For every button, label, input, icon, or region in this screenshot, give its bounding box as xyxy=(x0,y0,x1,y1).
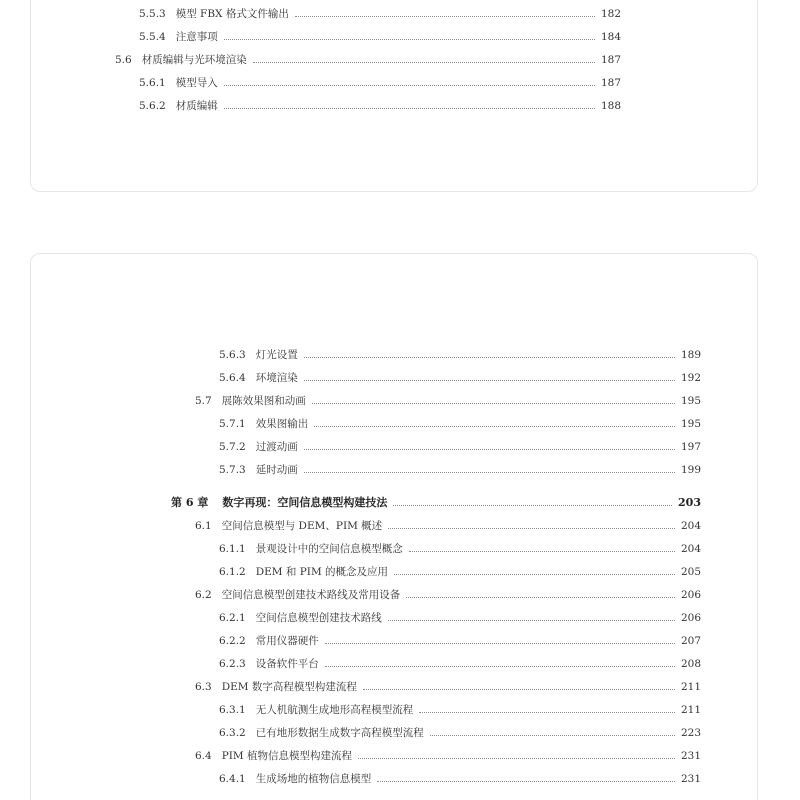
toc-entry-number: 6.3.1 xyxy=(219,704,246,716)
toc-entry-page-number: 206 xyxy=(680,612,701,624)
toc-entry[interactable] xyxy=(195,392,701,408)
toc-entry[interactable] xyxy=(219,415,701,431)
toc-entry[interactable] xyxy=(115,51,621,67)
toc-entry-title: 过渡动画 xyxy=(255,441,298,453)
toc-dot-leader xyxy=(325,666,675,667)
toc-entry[interactable] xyxy=(195,586,701,602)
toc-entry-page-number: 192 xyxy=(680,372,701,384)
toc-entry-title: 效果图输出 xyxy=(255,418,309,430)
toc-entry[interactable] xyxy=(219,369,701,385)
toc-entry-number: 6.4.1 xyxy=(219,773,246,785)
toc-dot-leader xyxy=(253,62,595,63)
toc-entry-page-number: 207 xyxy=(680,635,701,647)
toc-entry-title: 数字再现：空间信息模型构建技法 xyxy=(222,496,388,509)
toc-entry-number: 第 6 章 xyxy=(171,496,209,509)
toc-dot-leader xyxy=(377,781,675,782)
toc-dot-leader xyxy=(363,689,675,690)
toc-entry-title: 已有地形数据生成数字高程模型流程 xyxy=(255,727,424,739)
toc-entry-page-number: 208 xyxy=(680,658,701,670)
toc-entry[interactable] xyxy=(219,655,701,671)
toc-entry-page-number: 231 xyxy=(680,773,701,785)
toc-entry-number: 5.7 xyxy=(195,395,212,407)
toc-dot-leader xyxy=(394,574,675,575)
toc-entry-page-number: 211 xyxy=(680,704,701,716)
toc-dot-leader xyxy=(304,357,675,358)
toc-entry-title: PIM 植物信息模型构建流程 xyxy=(221,750,353,762)
toc-entry[interactable] xyxy=(139,5,621,21)
toc-entry-title: 空间信息模型创建技术路线及常用设备 xyxy=(221,589,401,601)
toc-entry-title: 设备软件平台 xyxy=(255,658,319,670)
toc-entry-number: 6.4 xyxy=(195,750,212,762)
toc-entry-number: 5.6.1 xyxy=(139,77,166,89)
toc-entry-title: 展陈效果图和动画 xyxy=(221,395,306,407)
toc-entry[interactable] xyxy=(139,74,621,90)
toc-entry-number: 6.1.2 xyxy=(219,566,246,578)
toc-entry-title: 注意事项 xyxy=(175,31,218,43)
toc-entry-title: 生成场地的植物信息模型 xyxy=(255,773,372,785)
toc-dot-leader xyxy=(358,758,675,759)
toc-dot-leader xyxy=(409,551,675,552)
toc-entry-title: 延时动画 xyxy=(255,464,298,476)
toc-entry[interactable] xyxy=(219,632,701,648)
toc-entry-number: 5.7.3 xyxy=(219,464,246,476)
toc-entry-page-number: 231 xyxy=(680,750,701,762)
toc-entry[interactable] xyxy=(139,28,621,44)
toc-dot-leader xyxy=(304,449,675,450)
toc-entry-page-number: 189 xyxy=(680,349,701,361)
toc-entry-page-number: 211 xyxy=(680,681,701,693)
toc-dot-leader xyxy=(430,735,675,736)
toc-entry-number: 6.2.2 xyxy=(219,635,246,647)
toc-entry-page-number: 188 xyxy=(600,100,621,112)
toc-dot-leader xyxy=(393,505,672,506)
toc-entry-number: 6.2.1 xyxy=(219,612,246,624)
toc-entry-number: 6.1 xyxy=(195,520,212,532)
toc-entry-title: DEM 数字高程模型构建流程 xyxy=(221,681,357,693)
toc-entry-title: 常用仪器硬件 xyxy=(255,635,319,647)
toc-entry-number: 5.6 xyxy=(115,54,132,66)
toc-dot-leader xyxy=(388,620,675,621)
toc-entry-number: 6.2.3 xyxy=(219,658,246,670)
toc-entry-page-number: 197 xyxy=(680,441,701,453)
toc-dot-leader xyxy=(304,380,675,381)
toc-entry-title: 空间信息模型创建技术路线 xyxy=(255,612,382,624)
toc-entry-title: 景观设计中的空间信息模型概念 xyxy=(255,543,403,555)
toc-dot-leader xyxy=(224,85,595,86)
toc-dot-leader xyxy=(419,712,675,713)
toc-entry-title: 材质编辑 xyxy=(175,100,218,112)
toc-entry-number: 5.6.2 xyxy=(139,100,166,112)
toc-entry-page-number: 187 xyxy=(600,54,621,66)
toc-entry-page-number: 184 xyxy=(600,31,621,43)
toc-entry-number: 5.6.4 xyxy=(219,372,246,384)
toc-entry[interactable] xyxy=(219,724,701,740)
toc-dot-leader xyxy=(295,16,595,17)
toc-entry-number: 5.7.2 xyxy=(219,441,246,453)
toc-dot-leader xyxy=(224,108,595,109)
toc-entry[interactable] xyxy=(219,770,701,786)
toc-entry-number: 5.5.4 xyxy=(139,31,166,43)
toc-dot-leader xyxy=(388,528,675,529)
toc-entry[interactable] xyxy=(219,563,701,579)
toc-dot-leader xyxy=(312,403,675,404)
toc-entry[interactable] xyxy=(219,438,701,454)
toc-entry-number: 6.1.1 xyxy=(219,543,246,555)
toc-entry-number: 5.6.3 xyxy=(219,349,246,361)
toc-entry-title: 无人机航测生成地形高程模型流程 xyxy=(255,704,414,716)
toc-entry-number: 6.3 xyxy=(195,681,212,693)
toc-entry-page-number: 223 xyxy=(680,727,701,739)
toc-entry[interactable] xyxy=(195,517,701,533)
toc-dot-leader xyxy=(314,426,675,427)
toc-chapter[interactable] xyxy=(171,494,701,510)
toc-entry-title: 模型导入 xyxy=(175,77,218,89)
toc-dot-leader xyxy=(304,472,675,473)
toc-entry-page-number: 199 xyxy=(680,464,701,476)
page-bottom xyxy=(30,253,758,800)
toc-entry-page-number: 206 xyxy=(680,589,701,601)
toc-entry-page-number: 203 xyxy=(678,496,701,509)
toc-entry[interactable] xyxy=(195,747,701,763)
toc-entry-title: 空间信息模型与 DEM、PIM 概述 xyxy=(221,520,383,532)
toc-dot-leader xyxy=(406,597,675,598)
toc-dot-leader xyxy=(325,643,675,644)
toc-entry-title: 环境渲染 xyxy=(255,372,298,384)
toc-entry[interactable] xyxy=(139,97,621,113)
toc-entry-number: 5.5.3 xyxy=(139,8,166,20)
toc-entry[interactable] xyxy=(195,678,701,694)
toc-dot-leader xyxy=(224,39,595,40)
toc-entry-page-number: 204 xyxy=(680,543,701,555)
toc-entry-title: DEM 和 PIM 的概念及应用 xyxy=(255,566,389,578)
toc-entry[interactable] xyxy=(219,540,701,556)
toc-entry-page-number: 204 xyxy=(680,520,701,532)
toc-entry-number: 6.2 xyxy=(195,589,212,601)
toc-entry-page-number: 205 xyxy=(680,566,701,578)
toc-entry-page-number: 195 xyxy=(680,418,701,430)
toc-entry[interactable] xyxy=(219,609,701,625)
toc-entry-page-number: 195 xyxy=(680,395,701,407)
toc-entry[interactable] xyxy=(219,701,701,717)
toc-entry-title: 灯光设置 xyxy=(255,349,298,361)
toc-entry-title: 模型 FBX 格式文件输出 xyxy=(175,8,289,20)
toc-entry[interactable] xyxy=(219,346,701,362)
toc-entry-number: 6.3.2 xyxy=(219,727,246,739)
page-top xyxy=(30,0,758,192)
toc-entry[interactable] xyxy=(219,461,701,477)
toc-entry-number: 5.7.1 xyxy=(219,418,246,430)
toc-entry-title: 材质编辑与光环境渲染 xyxy=(141,54,247,66)
toc-entry-page-number: 187 xyxy=(600,77,621,89)
toc-entry-page-number: 182 xyxy=(600,8,621,20)
